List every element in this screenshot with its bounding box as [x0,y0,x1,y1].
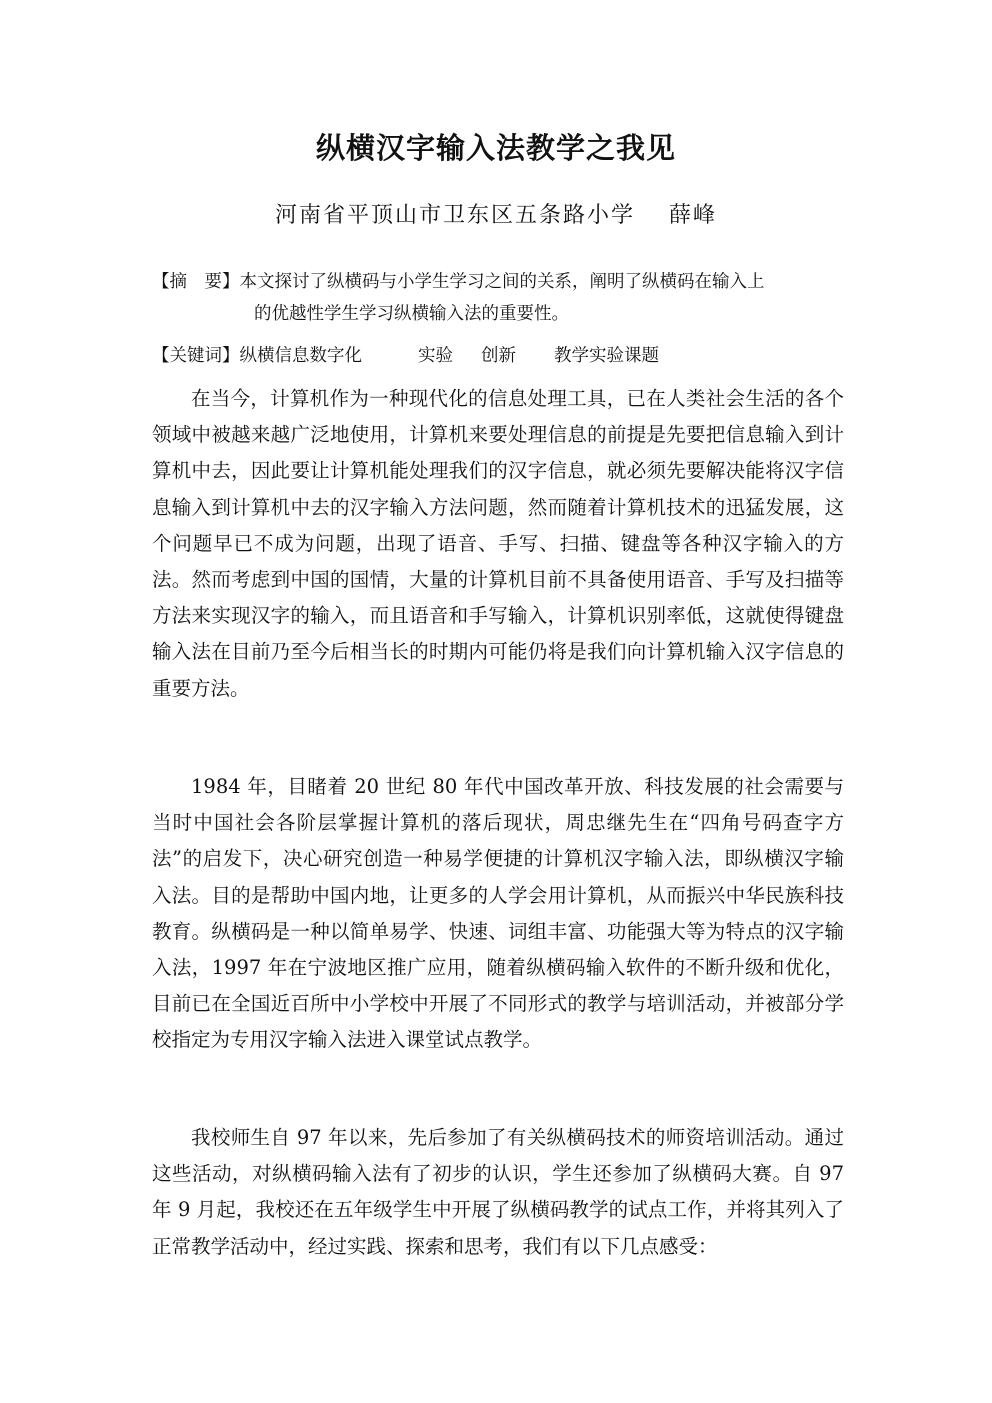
document-title: 纵横汉字输入法教学之我见 [315,131,676,165]
abstract-label: 【摘 要】 [152,272,240,292]
keyword-item: 创新 [481,346,516,366]
author-line [0,198,992,229]
keyword-item: 教学实验课题 [554,346,659,366]
abstract [152,266,852,330]
body-paragraph-1: 在当今，计算机作为一种现代化的信息处理工具，已在人类社会生活的各个领域中被越来越广泛地使用，计算机来要处理信息的前提是先要把信息输入到计算机中去，因此要让计算机能处理我们的汉字信息，就必须先要解决能将汉字信息输入到计算机中去的汉字输入方法问题，然而随着计算机技术的迅猛发展，这个问题早已不成为问题，出现了语音、手写、扫描、键盘等各种汉字输入的方法。然而考虑到中国的国情，大量的计算机目前不具备使用语音、手写及扫描等方法来实现汉字的输入，而且语音和手写输入，计算机识别率低，这就使得键盘输入法在目前乃至今后相当长的时期内可能仍将是我们向计算机输入汉字信息的重要方法。 [152,387,844,700]
keyword-item: 实验 [418,346,453,366]
keyword-item: 纵横信息数字化 [239,346,362,366]
author-name: 薛峰 [669,203,718,228]
author-affiliation: 河南省平顶山市卫东区五条路小学 [274,203,635,228]
keywords-label: 【关键词】 [152,346,240,366]
keywords [152,340,852,372]
abstract-line-2: 的优越性学生学习纵横输入法的重要性。 [254,304,569,324]
body-paragraph-3: 我校师生自 97 年以来，先后参加了有关纵横码技术的师资培训活动。通过这些活动，对纵横码输入法有了初步的认识，学生还参加了纵横码大赛。自 97 年 9 月起，我校还在五年级学生中开展了纵横码教学的试点工作，并将其列入了正常教学活动中，经过实践、探索和思考，我们有以下几点感受： [152,1126,844,1258]
abstract-line-1: 本文探讨了纵横码与小学生学习之间的关系，阐明了纵横码在输入上 [239,272,765,292]
body-paragraph-2: 1984 年，目睹着 20 世纪 80 年代中国改革开放、科技发展的社会需要与当时中国社会各阶层掌握计算机的落后现状，周忠继先生在“四角号码查字方法”的启发下，决心研究创造一种易学便捷的计算机汉字输入法，即纵横汉字输入法。目的是帮助中国内地，让更多的人学会用计算机，从而振兴中华民族科技教育。纵横码是一种以简单易学、快速、词组丰富、功能强大等为特点的汉字输入法，1997 年在宁波地区推广应用，随着纵横码输入软件的不断升级和优化，目前已在全国近百所中小学校中开展了不同形式的教学与培训活动，并被部分学校指定为专用汉字输入法进入课堂试点教学。 [152,775,844,1052]
